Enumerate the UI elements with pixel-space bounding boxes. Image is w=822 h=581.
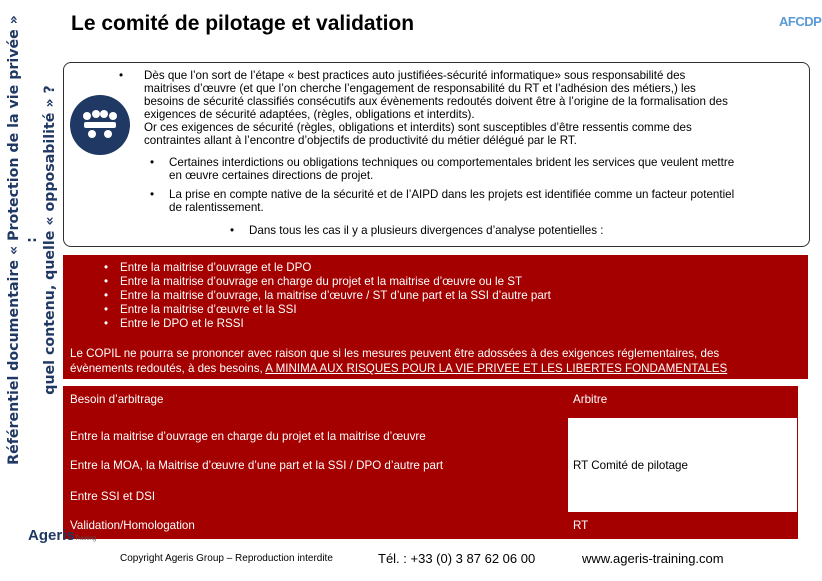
vertical-title-line2: quel contenu, quelle « opposabilité » ?	[42, 85, 58, 395]
sub-point-line: de ralentissement.	[169, 201, 264, 214]
sub-point-1	[169, 156, 734, 182]
table-header-left: Besoin d’arbitrage	[70, 393, 164, 406]
sub-point-2	[169, 188, 734, 214]
intro-line: maitrises d’œuvre (et que l’on cherche l’engagement de responsabilité du RT et l’adhésion des métiers,) les	[144, 82, 696, 95]
copil-line2-underlined: A MINIMA AUX RISQUES POUR LA VIE PRIVEE ET LES LIBERTES FONDAMENTALES	[265, 362, 728, 375]
vertical-title-line1: Référentiel documentaire « Protection de la vie privée » :	[6, 15, 40, 465]
meeting-icon	[70, 95, 130, 155]
bullet: •	[104, 275, 109, 288]
bullet: •	[104, 303, 109, 316]
copil-line2	[70, 361, 800, 376]
intro-line: contraintes allant à l’encontre d’objectifs de productivité du métier délégué par le RT.	[144, 134, 577, 147]
divergence-item: Entre la maitrise d’ouvrage, la maitrise d’œuvre / ST d’une part et la SSI d’autre part	[120, 289, 551, 302]
footer-phone: Tél. : +33 (0) 3 87 62 06 00	[378, 551, 536, 566]
table-row-2: Entre la MOA, la Maitrise d’œuvre d’une part et la SSI / DPO d’autre part	[70, 459, 444, 472]
bullet: •	[104, 317, 109, 330]
bullet: •	[119, 69, 124, 82]
divergence-item: Entre la maitrise d’ouvrage en charge du projet et la maitrise d’œuvre ou le ST	[120, 275, 523, 288]
sub-point-line: Certaines interdictions ou obligations techniques ou comportementales brident les services que veulent mettre	[169, 156, 735, 169]
intro-line: exigences de sécurité adaptées, (règles, obligations et interdits).	[144, 108, 475, 121]
afcdp-logo	[779, 14, 821, 29]
copil-statement	[70, 346, 800, 376]
footer-copyright: Copyright Ageris Group – Reproduction interdite	[120, 553, 333, 564]
bullet: •	[150, 156, 155, 169]
table-row-2-arbiter: RT Comité de pilotage	[573, 459, 688, 472]
intro-line: Dès que l’on sort de l’étape « best practices auto justifiées-sécurité informatique» sous responsabilité des	[144, 69, 686, 82]
divergence-item: Entre la maitrise d’œuvre et la SSI	[120, 303, 297, 316]
vertical-title	[0, 0, 60, 581]
copil-line1: Le COPIL ne pourra se prononcer avec raison que si les mesures peuvent être adossées à des exigences réglementaires, des	[70, 347, 720, 360]
ageris-logo-text: Ageris	[28, 527, 75, 544]
page-title: Le comité de pilotage et validation	[71, 12, 415, 35]
table-row-1: Entre la maitrise d’ouvrage en charge du projet et la maitrise d’œuvre	[70, 430, 426, 443]
bullet: •	[150, 188, 155, 201]
bullet: •	[104, 289, 109, 302]
sub-point-3: Dans tous les cas il y a plusieurs divergences d’analyse potentielles :	[249, 224, 604, 237]
table-row-4-arbiter: RT	[573, 519, 589, 532]
bullet: •	[104, 261, 109, 274]
footer-website[interactable]: www.ageris-training.com	[582, 551, 724, 566]
ageris-logo-subtext: Training	[74, 536, 97, 542]
table-row-3: Entre SSI et DSI	[70, 490, 156, 503]
ageris-logo	[28, 527, 96, 544]
divergence-item: Entre la maitrise d’ouvrage et le DPO	[120, 261, 312, 274]
table-header-right: Arbitre	[573, 393, 608, 406]
bullet: •	[230, 224, 235, 237]
copil-line2-text: évènements redoutés, à des besoins,	[70, 362, 266, 375]
logo-text: AFCDP	[779, 14, 822, 29]
intro-line: Or ces exigences de sécurité (règles, obligations et interdits) sont susceptibles d’être ressentis comme des	[144, 121, 692, 134]
intro-paragraph	[144, 69, 728, 147]
sub-point-line: La prise en compte native de la sécurité et de l’AIPD dans les projets est identifiée comme un facteur potentiel	[169, 188, 735, 201]
sub-point-line: en œuvre certaines directions de projet.	[169, 169, 374, 182]
table-row-4: Validation/Homologation	[70, 519, 195, 532]
intro-line: besoins de sécurité classifiés consécutifs aux évènements redoutés doivent être à l’origine de la formalisation des	[144, 95, 728, 108]
divergence-item: Entre le DPO et le RSSI	[120, 317, 244, 330]
